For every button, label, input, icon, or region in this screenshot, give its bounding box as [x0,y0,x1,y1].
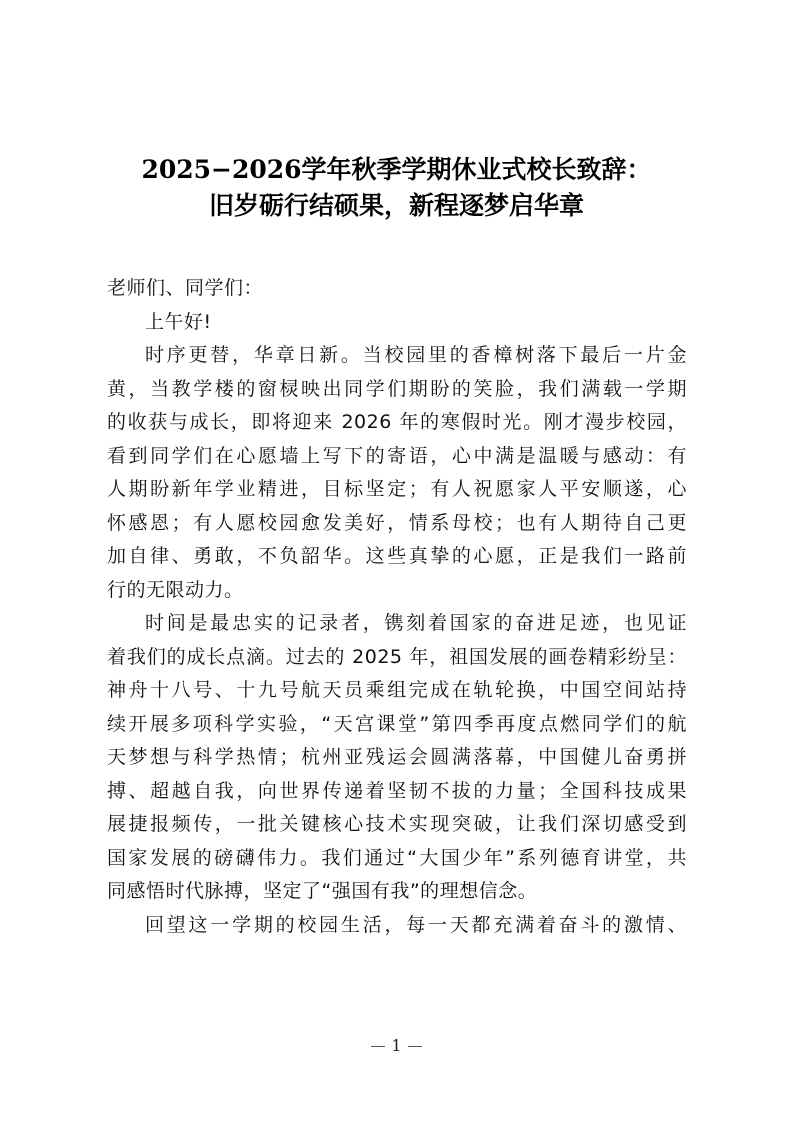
paragraph-line: 怀感恩；有人愿校园愈发美好，情系母校；也有人期待自己更 [107,511,687,534]
paragraph-line: 着我们的成长点滴。过去的 2025 年，祖国发展的画卷精彩纷呈： [107,645,687,668]
page-number-value: 1 [391,1036,402,1055]
paragraph-line: 时间是最忠实的记录者，镌刻着国家的奋进足迹，也见证 [145,612,687,634]
dash-right [408,1046,422,1047]
paragraph-line: 天梦想与科学热情；杭州亚残运会圆满落幕，中国健儿奋勇拼 [107,746,687,768]
dash-left [371,1046,385,1047]
document-title [0,152,793,224]
title-line-1: 2025−2026学年秋季学期休业式校长致辞： [141,155,652,184]
page-number [0,1036,793,1055]
paragraph-2 [107,607,687,909]
greeting: 上午好! [145,310,212,333]
paragraph-line: 行的无限动力。 [107,578,244,601]
paragraph-line: 同感悟时代脉搏，坚定了“强国有我”的理想信念。 [107,880,538,902]
document-body [107,272,687,942]
paragraph-line: 续开展多项科学实验，“天宫课堂”第四季再度点燃同学们的航 [107,712,687,735]
salutation: 老师们、同学们： [107,277,264,299]
paragraph-line: 黄，当教学楼的窗棂映出同学们期盼的笑脸，我们满载一学期 [107,377,687,400]
paragraph-line: 的收获与成长，即将迎来 2026 年的寒假时光。刚才漫步校园， [107,411,687,433]
paragraph-line: 展捷报频传，一批关键核心技术实现突破，让我们深切感受到 [107,813,687,835]
paragraph-1 [107,339,687,607]
paragraph-line: 人期盼新年学业精进，目标坚定；有人祝愿家人平安顺遂，心 [107,478,687,500]
paragraph-line: 神舟十八号、十九号航天员乘组完成在轨轮换，中国空间站持 [107,679,687,701]
paragraph-line: 回望这一学期的校园生活，每一天都充满着奋斗的激情、 [145,913,687,936]
paragraph-line: 时序更替，华章日新。当校园里的香樟树落下最后一片金 [145,344,687,366]
paragraph-line: 国家发展的磅礴伟力。我们通过“大国少年”系列德育讲堂，共 [107,846,687,869]
paragraph-line: 搏、超越自我，向世界传递着坚韧不拔的力量；全国科技成果 [107,779,687,802]
title-line-2: 旧岁砺行结硕果，新程逐梦启华章 [208,191,584,220]
paragraph-line: 加自律、勇敢，不负韶华。这些真挚的心愿，正是我们一路前 [107,545,687,567]
paragraph-line: 看到同学们在心愿墙上写下的寄语，心中满是温暖与感动：有 [107,444,687,467]
paragraph-3 [107,909,687,943]
